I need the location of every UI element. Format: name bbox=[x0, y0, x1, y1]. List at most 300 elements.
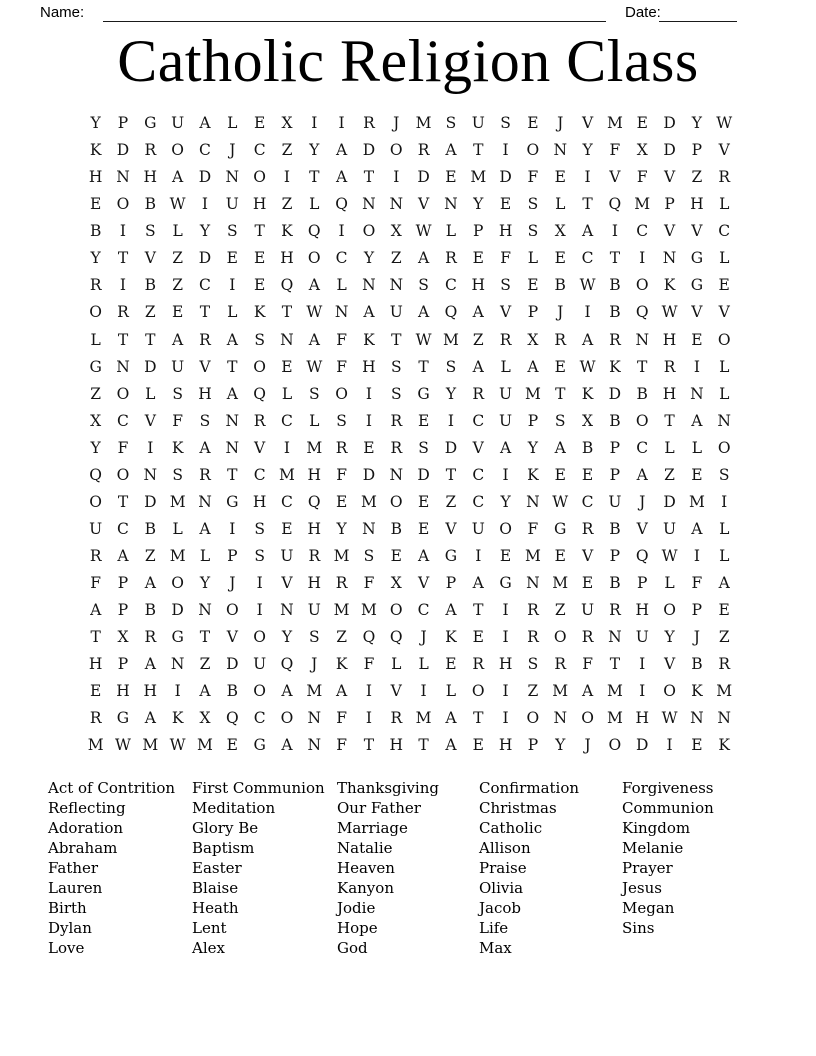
grid-letter: A bbox=[418, 249, 430, 268]
word-list-item: Reflecting bbox=[48, 799, 126, 817]
grid-letter: Y bbox=[309, 141, 320, 160]
grid-letter: R bbox=[445, 249, 457, 268]
grid-letter: F bbox=[172, 411, 184, 430]
word-list-item: Max bbox=[479, 939, 512, 957]
grid-letter: I bbox=[721, 492, 728, 511]
grid-letter: I bbox=[420, 682, 427, 701]
word-list-item: Megan bbox=[622, 899, 675, 917]
grid-letter: U bbox=[499, 384, 513, 403]
grid-letter: J bbox=[639, 492, 646, 511]
grid-letter: T bbox=[473, 709, 484, 728]
grid-letter: S bbox=[500, 114, 511, 132]
grid-letter: L bbox=[391, 655, 402, 674]
grid-letter: J bbox=[311, 655, 318, 674]
grid-letter: E bbox=[581, 465, 594, 484]
grid-letter: T bbox=[418, 736, 429, 755]
word-list-item: Heaven bbox=[337, 859, 395, 877]
grid-letter: S bbox=[145, 222, 156, 241]
grid-letter: Y bbox=[691, 114, 702, 132]
grid-letter: T bbox=[445, 465, 457, 484]
grid-letter: F bbox=[691, 574, 703, 593]
grid-letter: A bbox=[172, 330, 184, 349]
grid-letter: A bbox=[581, 682, 594, 701]
grid-letter: P bbox=[609, 465, 621, 484]
grid-letter: N bbox=[389, 276, 404, 295]
grid-letter: B bbox=[609, 303, 621, 322]
grid-letter: A bbox=[90, 601, 102, 620]
grid-letter: O bbox=[389, 141, 403, 160]
grid-letter: T bbox=[637, 357, 648, 376]
grid-letter: V bbox=[281, 574, 293, 593]
grid-letter: D bbox=[499, 168, 512, 187]
grid-letter: A bbox=[308, 330, 320, 349]
grid-letter: N bbox=[389, 465, 404, 484]
word-list-item: Marriage bbox=[337, 819, 408, 837]
grid-letter: R bbox=[390, 411, 403, 430]
date-blank-line bbox=[659, 21, 737, 22]
grid-letter: R bbox=[89, 276, 102, 295]
grid-letter: C bbox=[472, 492, 485, 511]
grid-letter: A bbox=[691, 411, 703, 430]
grid-letter: B bbox=[581, 438, 594, 457]
grid-letter: O bbox=[635, 276, 649, 295]
grid-letter: L bbox=[281, 384, 293, 403]
grid-letter: U bbox=[171, 114, 185, 132]
grid-letter: A bbox=[199, 682, 211, 701]
grid-letter: O bbox=[608, 736, 622, 755]
word-list-item: Olivia bbox=[479, 879, 524, 897]
grid-letter: U bbox=[608, 492, 622, 511]
grid-letter: S bbox=[172, 384, 183, 403]
grid-letter: E bbox=[417, 519, 430, 538]
grid-letter: E bbox=[554, 357, 566, 376]
grid-letter: U bbox=[171, 357, 185, 376]
grid-letter: H bbox=[635, 601, 649, 620]
grid-letter: E bbox=[527, 114, 539, 132]
grid-letter: E bbox=[445, 655, 457, 674]
grid-letter: U bbox=[280, 547, 294, 565]
word-list-item: Lent bbox=[192, 919, 227, 937]
grid-letter: K bbox=[171, 438, 184, 457]
grid-letter: Q bbox=[389, 628, 403, 647]
grid-letter: Z bbox=[172, 249, 184, 268]
grid-letter: R bbox=[417, 141, 430, 160]
grid-letter: N bbox=[717, 709, 731, 728]
grid-letter: R bbox=[581, 519, 594, 538]
grid-letter: R bbox=[609, 330, 621, 349]
grid-letter: G bbox=[444, 547, 458, 565]
word-list-item: Baptism bbox=[192, 839, 255, 857]
grid-letter: O bbox=[253, 628, 266, 647]
grid-letter: C bbox=[636, 438, 649, 457]
grid-letter: Z bbox=[281, 141, 293, 160]
grid-letter: C bbox=[581, 249, 594, 268]
grid-letter: I bbox=[693, 357, 700, 376]
grid-letter: R bbox=[199, 330, 211, 349]
grid-letter: A bbox=[445, 709, 457, 728]
grid-letter: Q bbox=[362, 628, 376, 647]
grid-letter: R bbox=[554, 330, 567, 349]
grid-letter: H bbox=[88, 168, 103, 187]
grid-letter: D bbox=[362, 141, 376, 160]
word-list-item: Kingdom bbox=[622, 819, 691, 837]
grid-letter: C bbox=[581, 492, 594, 511]
word-list-item: Act of Contrition bbox=[48, 779, 176, 797]
grid-letter: W bbox=[415, 222, 432, 241]
grid-letter: N bbox=[280, 601, 294, 620]
grid-letter: N bbox=[334, 303, 349, 322]
grid-letter: C bbox=[199, 276, 211, 295]
word-list-item: Allison bbox=[479, 839, 531, 857]
grid-letter: H bbox=[362, 357, 376, 376]
grid-letter: C bbox=[718, 222, 731, 241]
grid-letter: N bbox=[717, 411, 731, 430]
word-list-item: Blaise bbox=[192, 879, 239, 897]
grid-letter: G bbox=[144, 114, 157, 132]
grid-letter: Z bbox=[691, 168, 703, 187]
grid-letter: H bbox=[471, 276, 486, 295]
grid-letter: E bbox=[554, 465, 566, 484]
grid-letter: Y bbox=[500, 492, 511, 511]
grid-letter: R bbox=[499, 330, 512, 349]
grid-letter: Z bbox=[445, 492, 457, 511]
grid-letter: E bbox=[281, 519, 293, 538]
grid-letter: D bbox=[116, 141, 130, 160]
grid-letter: W bbox=[169, 195, 186, 214]
word-list-item: Kanyon bbox=[337, 879, 394, 897]
grid-letter: K bbox=[527, 465, 539, 484]
grid-letter: D bbox=[226, 655, 239, 674]
grid-letter: V bbox=[718, 303, 730, 322]
grid-letter: A bbox=[445, 601, 457, 620]
grid-letter: A bbox=[281, 682, 293, 701]
grid-letter: Y bbox=[527, 438, 539, 457]
grid-letter: E bbox=[636, 114, 648, 132]
grid-letter: I bbox=[338, 222, 345, 241]
grid-letter: E bbox=[472, 736, 484, 755]
grid-letter: H bbox=[307, 574, 322, 593]
grid-letter: S bbox=[308, 384, 320, 403]
grid-letter: N bbox=[362, 519, 376, 538]
grid-letter: U bbox=[89, 519, 103, 538]
grid-letter: Z bbox=[172, 276, 184, 295]
grid-letter: K bbox=[718, 736, 730, 755]
grid-letter: Y bbox=[199, 222, 211, 241]
grid-letter: Q bbox=[635, 303, 649, 322]
grid-letter: E bbox=[171, 303, 184, 322]
grid-letter: B bbox=[144, 276, 157, 295]
word-list-item: Catholic bbox=[479, 819, 543, 837]
grid-letter: D bbox=[144, 357, 157, 376]
grid-letter: F bbox=[636, 168, 648, 187]
grid-letter: S bbox=[308, 628, 320, 647]
grid-letter: R bbox=[335, 574, 348, 593]
grid-letter: Z bbox=[472, 330, 484, 349]
grid-letter: O bbox=[581, 709, 594, 728]
word-list-item: Meditation bbox=[192, 799, 276, 817]
grid-letter: S bbox=[445, 357, 457, 376]
grid-letter: A bbox=[363, 303, 375, 322]
grid-letter: E bbox=[417, 492, 430, 511]
grid-letter: M bbox=[442, 330, 459, 349]
grid-letter: R bbox=[335, 438, 348, 457]
word-list-item: Love bbox=[48, 939, 85, 957]
grid-letter: N bbox=[307, 736, 322, 755]
grid-letter: B bbox=[691, 655, 703, 674]
grid-letter: Q bbox=[307, 492, 321, 511]
grid-letter: K bbox=[663, 276, 676, 295]
grid-letter: W bbox=[115, 736, 131, 755]
grid-letter: I bbox=[502, 601, 509, 620]
grid-letter: I bbox=[311, 114, 318, 132]
grid-letter: V bbox=[418, 574, 430, 593]
grid-letter: S bbox=[199, 411, 211, 430]
grid-letter: H bbox=[498, 222, 513, 241]
word-list-item: Birth bbox=[48, 899, 87, 917]
word-list-item: First Communion bbox=[192, 779, 325, 797]
grid-letter: O bbox=[526, 141, 540, 160]
grid-letter: N bbox=[116, 168, 130, 187]
word-list-column bbox=[48, 778, 175, 958]
grid-letter: V bbox=[144, 411, 156, 430]
grid-letter: A bbox=[581, 330, 594, 349]
grid-letter: O bbox=[499, 519, 512, 538]
grid-letter: P bbox=[117, 601, 129, 620]
grid-letter: Q bbox=[307, 222, 321, 241]
grid-letter: V bbox=[445, 519, 457, 538]
grid-letter: J bbox=[584, 736, 591, 755]
grid-letter: S bbox=[390, 384, 402, 403]
grid-letter: H bbox=[198, 384, 212, 403]
word-list-item: Praise bbox=[479, 859, 527, 877]
grid-letter: I bbox=[502, 465, 509, 484]
word-list-item: God bbox=[337, 939, 368, 957]
grid-letter: I bbox=[611, 222, 618, 241]
grid-letter: N bbox=[143, 465, 158, 484]
word-list-item: Prayer bbox=[622, 859, 673, 877]
grid-letter: L bbox=[172, 222, 183, 241]
grid-letter: P bbox=[445, 574, 457, 593]
grid-letter: T bbox=[227, 465, 238, 484]
page-title: Catholic Religion Class bbox=[117, 28, 699, 94]
grid-letter: C bbox=[281, 492, 293, 511]
grid-letter: P bbox=[117, 114, 129, 132]
word-list-item: Abraham bbox=[48, 839, 118, 857]
grid-letter: M bbox=[716, 682, 733, 701]
name-label: Name: bbox=[40, 4, 85, 21]
word-list-column bbox=[337, 778, 439, 958]
grid-letter: Y bbox=[473, 195, 484, 214]
word-list-item: Thanksgiving bbox=[337, 779, 439, 797]
grid-letter: O bbox=[89, 492, 103, 511]
grid-letter: A bbox=[527, 357, 539, 376]
grid-letter: N bbox=[198, 492, 212, 511]
grid-letter: N bbox=[170, 655, 185, 674]
grid-letter: Q bbox=[335, 195, 348, 214]
grid-letter: H bbox=[307, 465, 322, 484]
grid-letter: E bbox=[527, 276, 539, 295]
grid-letter: N bbox=[526, 574, 540, 593]
grid-letter: W bbox=[661, 303, 678, 322]
grid-letter: O bbox=[362, 222, 376, 241]
grid-letter: E bbox=[363, 438, 375, 457]
grid-letter: R bbox=[527, 601, 539, 620]
grid-letter: R bbox=[253, 411, 266, 430]
grid-letter: P bbox=[664, 195, 675, 214]
grid-letter: V bbox=[254, 438, 266, 457]
grid-letter: G bbox=[554, 519, 567, 538]
grid-letter: R bbox=[390, 438, 403, 457]
grid-letter: A bbox=[445, 141, 457, 160]
grid-letter: V bbox=[609, 168, 621, 187]
grid-letter: C bbox=[253, 465, 266, 484]
grid-letter: O bbox=[663, 601, 676, 620]
word-search-grid bbox=[82, 110, 738, 760]
grid-letter: N bbox=[362, 195, 376, 214]
grid-letter: M bbox=[552, 682, 569, 701]
word-list-item: Glory Be bbox=[192, 819, 259, 837]
grid-letter: V bbox=[418, 195, 430, 214]
grid-letter: L bbox=[199, 547, 211, 565]
grid-letter: F bbox=[363, 655, 375, 674]
grid-letter: Q bbox=[280, 655, 294, 674]
grid-letter: T bbox=[473, 601, 484, 620]
grid-letter: D bbox=[663, 114, 676, 132]
grid-letter: C bbox=[117, 411, 129, 430]
grid-letter: I bbox=[283, 168, 291, 187]
grid-letter: C bbox=[335, 249, 348, 268]
grid-letter: E bbox=[472, 628, 484, 647]
grid-letter: E bbox=[691, 465, 703, 484]
grid-letter: I bbox=[502, 682, 509, 701]
grid-letter: M bbox=[470, 168, 487, 187]
word-list-item: Forgiveness bbox=[622, 779, 714, 797]
grid-letter: Z bbox=[144, 547, 156, 565]
grid-letter: H bbox=[498, 736, 513, 755]
grid-letter: M bbox=[361, 492, 377, 511]
grid-letter: G bbox=[171, 628, 184, 647]
grid-letter: P bbox=[527, 411, 539, 430]
grid-letter: L bbox=[691, 438, 703, 457]
grid-letter: O bbox=[171, 574, 184, 593]
grid-letter: R bbox=[581, 628, 594, 647]
grid-letter: X bbox=[527, 330, 539, 349]
grid-letter: L bbox=[227, 114, 238, 132]
grid-letter: I bbox=[283, 438, 291, 457]
word-list-item: Jacob bbox=[479, 899, 521, 917]
grid-letter: M bbox=[524, 384, 541, 403]
grid-letter: T bbox=[145, 330, 156, 349]
grid-letter: I bbox=[365, 709, 372, 728]
grid-letter: J bbox=[420, 628, 427, 647]
grid-letter: A bbox=[418, 547, 430, 565]
grid-letter: U bbox=[307, 601, 321, 620]
grid-letter: U bbox=[389, 303, 403, 322]
grid-letter: O bbox=[335, 384, 348, 403]
grid-letter: G bbox=[253, 736, 266, 755]
word-list-column bbox=[192, 778, 325, 958]
grid-letter: V bbox=[663, 222, 676, 241]
grid-letter: M bbox=[606, 709, 623, 728]
grid-letter: Y bbox=[90, 438, 101, 457]
grid-letter: H bbox=[116, 682, 130, 701]
grid-letter: T bbox=[117, 249, 129, 268]
grid-letter: F bbox=[336, 330, 347, 349]
grid-letter: K bbox=[609, 357, 621, 376]
grid-letter: I bbox=[365, 682, 372, 701]
grid-letter: J bbox=[393, 114, 400, 132]
grid-letter: T bbox=[418, 357, 429, 376]
grid-letter: U bbox=[499, 411, 513, 430]
grid-letter: A bbox=[581, 222, 594, 241]
grid-letter: J bbox=[557, 303, 564, 322]
grid-letter: T bbox=[117, 492, 129, 511]
grid-letter: H bbox=[307, 519, 322, 538]
grid-letter: L bbox=[145, 384, 156, 403]
grid-letter: Y bbox=[199, 574, 211, 593]
grid-letter: D bbox=[417, 168, 430, 187]
grid-letter: E bbox=[226, 249, 238, 268]
grid-letter: H bbox=[662, 384, 677, 403]
grid-letter: M bbox=[606, 682, 623, 701]
grid-letter: R bbox=[554, 655, 567, 674]
grid-letter: T bbox=[609, 249, 621, 268]
grid-letter: M bbox=[415, 114, 432, 132]
word-list-item: Communion bbox=[622, 799, 714, 817]
grid-letter: V bbox=[691, 222, 703, 241]
grid-letter: M bbox=[552, 574, 569, 593]
grid-letter: N bbox=[225, 168, 240, 187]
grid-letter: Y bbox=[281, 628, 293, 647]
grid-letter: O bbox=[663, 682, 676, 701]
grid-letter: N bbox=[526, 492, 540, 511]
grid-letter: F bbox=[90, 574, 102, 593]
grid-letter: K bbox=[253, 303, 266, 322]
word-list-item: Lauren bbox=[48, 879, 103, 897]
grid-letter: Y bbox=[363, 249, 375, 268]
grid-letter: F bbox=[336, 736, 347, 755]
grid-letter: D bbox=[198, 168, 212, 187]
grid-letter: H bbox=[389, 736, 404, 755]
grid-letter: S bbox=[445, 114, 457, 132]
grid-letter: T bbox=[555, 384, 566, 403]
grid-letter: M bbox=[688, 492, 705, 511]
word-list-item: Easter bbox=[192, 859, 242, 877]
grid-letter: E bbox=[718, 276, 730, 295]
grid-letter: S bbox=[527, 222, 539, 241]
grid-letter: E bbox=[253, 276, 266, 295]
grid-letter: I bbox=[639, 682, 646, 701]
grid-letter: R bbox=[472, 655, 485, 674]
grid-letter: B bbox=[226, 682, 238, 701]
grid-letter: R bbox=[117, 303, 129, 322]
grid-letter: L bbox=[227, 303, 238, 322]
grid-letter: U bbox=[225, 195, 239, 214]
grid-letter: F bbox=[527, 519, 539, 538]
grid-letter: O bbox=[89, 303, 103, 322]
grid-letter: E bbox=[281, 357, 293, 376]
grid-letter: C bbox=[636, 222, 649, 241]
grid-letter: Z bbox=[718, 628, 730, 647]
word-list-item: Father bbox=[48, 859, 99, 877]
grid-letter: A bbox=[308, 276, 320, 295]
grid-letter: G bbox=[690, 276, 704, 295]
grid-letter: N bbox=[280, 330, 294, 349]
grid-letter: A bbox=[336, 168, 348, 187]
grid-letter: Y bbox=[582, 141, 593, 160]
grid-letter: Y bbox=[90, 249, 101, 268]
grid-letter: M bbox=[142, 736, 159, 755]
